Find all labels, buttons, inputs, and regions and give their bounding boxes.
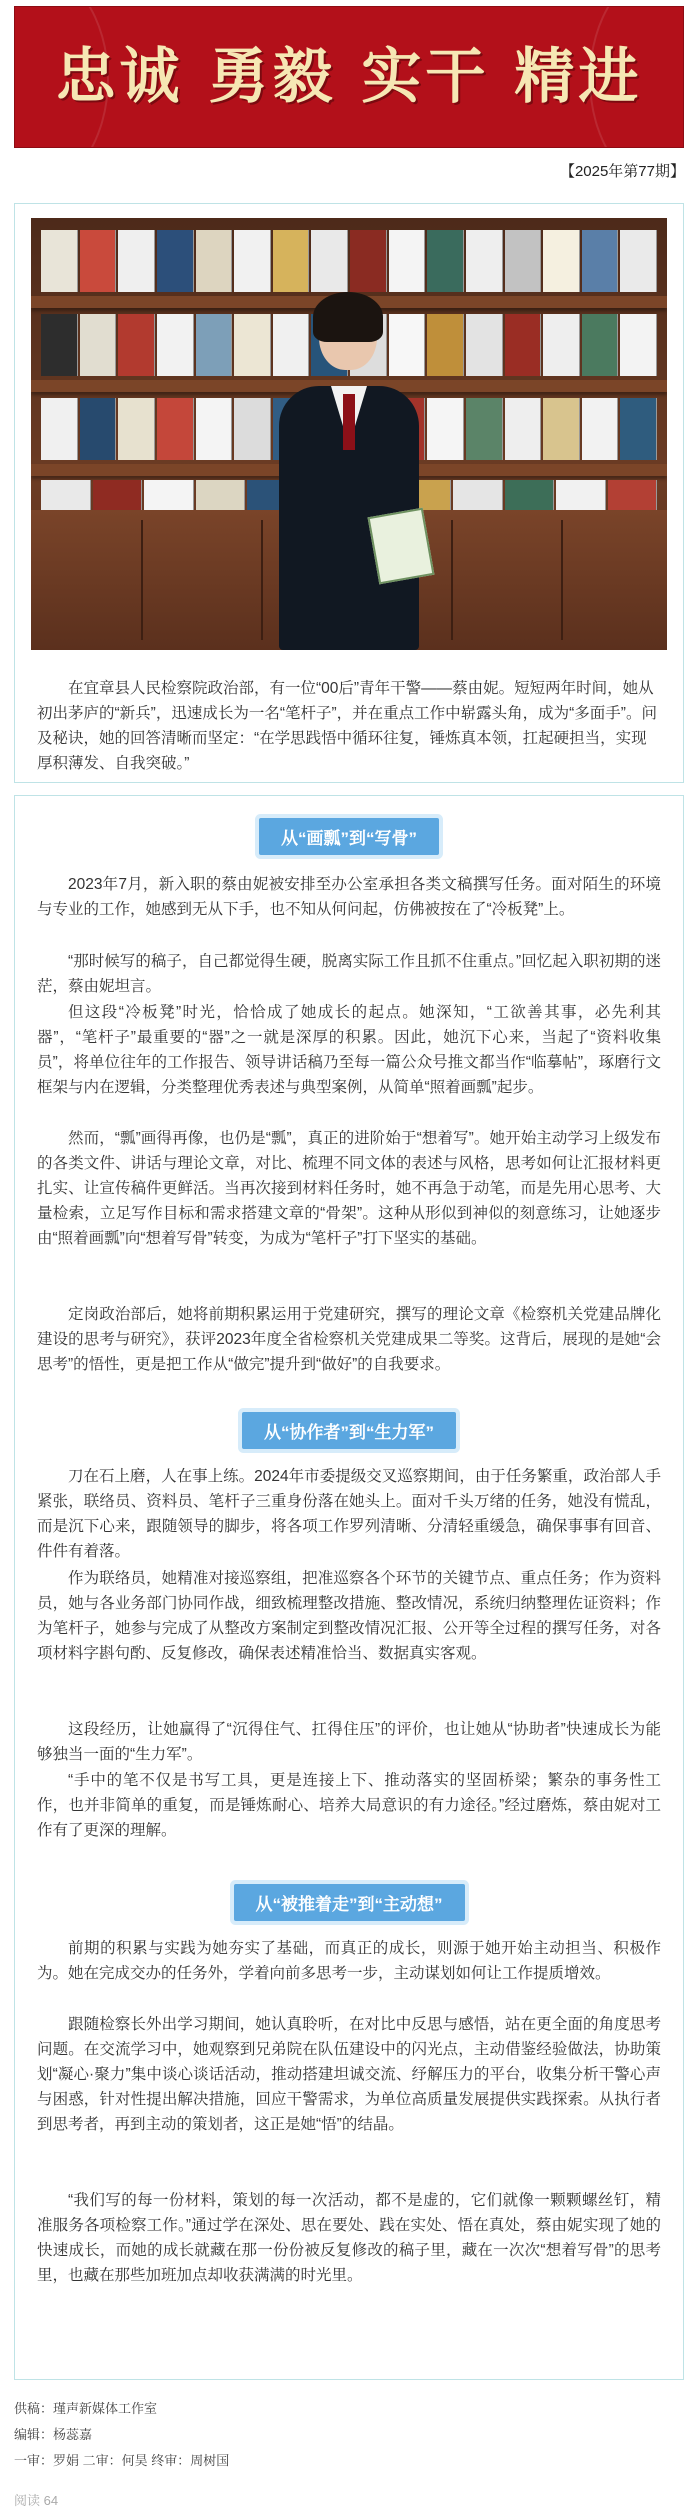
section-2-paragraph-2: 作为联络员，她精准对接巡察组，把准巡察各个环节的关键节点、重点任务；作为资料员，她与各业务部门协同作战，细致梳理整改措施、整改情况，系统归纳整理佐证资料；作为笔杆子，她参与完成了从整改方案制定到整改情况汇报、公开等全过程的撰写任务，对各项材料字斟句酌、反复修改，确保表述精准恰当、数据真实客观。 — [37, 1570, 661, 1662]
credit-supply: 供稿：瑾声新媒体工作室 — [14, 2401, 158, 2416]
read-count: 阅读 64 — [14, 2493, 59, 2508]
article-card — [14, 795, 684, 2380]
section-1-paragraph-3: 但这段“冷板凳”时光，恰恰成了她成长的起点。她深知，“工欲善其事，必先利其器”，“笔杆子”最重要的“器”之一就是深厚的积累。因此，她沉下心来，当起了“资料收集员”，将单位往年的工作报告、领导讲话稿乃至每一篇公众号推文都当作“临摹帖”，琢磨行文框架与内在逻辑，分类整理优秀表述与典型案例，从简单“照着画瓢”起步。 — [37, 1004, 661, 1096]
profile-photo — [31, 218, 667, 650]
section-heading-3: 从“被推着走”到“主动想” — [234, 1884, 465, 1921]
issue-number: 【2025年第77期】 — [559, 163, 685, 180]
banner — [14, 6, 684, 148]
section-3-paragraph-3: “我们写的每一份材料，策划的每一次活动，都不是虚的，它们就像一颗颗螺丝钉，精准服务各项检察工作。”通过学在深处、思在要处、践在实处、悟在真处，蔡由妮实现了她的快速成长，而她的成长就藏在那一份份被反复修改的稿子里，藏在一次次“想着写骨”的思考里，也藏在那些加班加点却收获满满的时光里。 — [37, 2192, 661, 2284]
credit-editor: 编辑：杨蕊嘉 — [14, 2427, 93, 2442]
section-1-paragraph-4: 然而，“瓢”画得再像，也仍是“瓢”，真正的进阶始于“想着写”。她开始主动学习上级发布的各类文件、讲话与理论文章，对比、梳理不同文体的表述与风格，思考如何让汇报材料更扎实、让宣传稿件更鲜活。当再次接到材料任务时，她不再急于动笔，而是先用心思考、大量检索，立足写作目标和需求搭建文章的“骨架”。这种从形似到神似的刻意练习，让她逐步由“照着画瓢”向“想着写骨”转变，为成为“笔杆子”打下坚实的基础。 — [37, 1130, 661, 1247]
section-1-paragraph-5: 定岗政治部后，她将前期积累运用于党建研究，撰写的理论文章《检察机关党建品牌化建设的思考与研究》，获评2023年度全省检察机关党建成果二等奖。这背后，展现的是她“会思考”的悟性，更是把工作从“做完”提升到“做好”的自我要求。 — [37, 1306, 661, 1373]
section-3-paragraph-1: 前期的积累与实践为她夯实了基础，而真正的成长，则源于她开始主动担当、积极作为。她在完成交办的任务外，学着向前多思考一步，主动谋划如何让工作提质增效。 — [37, 1940, 661, 1982]
section-2-paragraph-1: 刀在石上磨，人在事上练。2024年市委提级交叉巡察期间，由于任务繁重，政治部人手紧张，联络员、资料员、笔杆子三重身份落在她头上。面对千头万绪的任务，她没有慌乱，而是沉下心来，跟随领导的脚步，将各项工作罗列清晰、分清轻重缓急，确保事事有回音、件件有着落。 — [37, 1468, 661, 1560]
section-1-paragraph-1: 2023年7月，新入职的蔡由妮被安排至办公室承担各类文稿撰写任务。面对陌生的环境与专业的工作，她感到无从下手，也不知从何问起，仿佛被按在了“冷板凳”上。 — [37, 876, 661, 918]
intro-card — [14, 203, 684, 783]
section-1-paragraph-2: “那时候写的稿子，自己都觉得生硬，脱离实际工作且抓不住重点。”回忆起入职初期的迷茫，蔡由妮坦言。 — [37, 953, 661, 995]
section-heading-2: 从“协作者”到“生力军” — [242, 1412, 456, 1449]
section-2-paragraph-3: 这段经历，让她赢得了“沉得住气、扛得住压”的评价，也让她从“协助者”快速成长为能够独当一面的“生力军”。 — [37, 1721, 661, 1763]
banner-title: 忠诚 勇毅 实干 精进 — [55, 42, 643, 112]
intro-caption: 在宜章县人民检察院政治部，有一位“00后”青年干警——蔡由妮。短短两年时间，她从初出茅庐的“新兵”，迅速成长为一名“笔杆子”，并在重点工作中崭露头角，成为“多面手”。问及秘诀，她的回答清晰而坚定：“在学思践悟中循环往复，锤炼真本领，扛起硬担当，实现厚积薄发、自我突破。” — [37, 679, 657, 772]
section-2-paragraph-4: “手中的笔不仅是书写工具，更是连接上下、推动落实的坚固桥梁；繁杂的事务性工作，也并非简单的重复，而是锤炼耐心、培养大局意识的有力途径。”经过磨炼，蔡由妮对工作有了更深的理解。 — [37, 1772, 661, 1839]
person-figure — [269, 298, 429, 650]
credit-review: 一审：罗娟 二审：何昊 终审：周树国 — [14, 2453, 230, 2468]
section-heading-1: 从“画瓢”到“写骨” — [259, 818, 439, 855]
section-3-paragraph-2: 跟随检察长外出学习期间，她认真聆听，在对比中反思与感悟，站在更全面的角度思考问题。在交流学习中，她观察到兄弟院在队伍建设中的闪光点，主动借鉴经验做法，协助策划“凝心·聚力”集中谈心谈话活动，推动搭建坦诚交流、纾解压力的平台，收集分析干警心声与困惑，针对性提出解决措施，回应干警需求，为单位高质量发展提供实践探索。从执行者到思考者，再到主动的策划者，这正是她“悟”的结晶。 — [37, 2016, 661, 2133]
